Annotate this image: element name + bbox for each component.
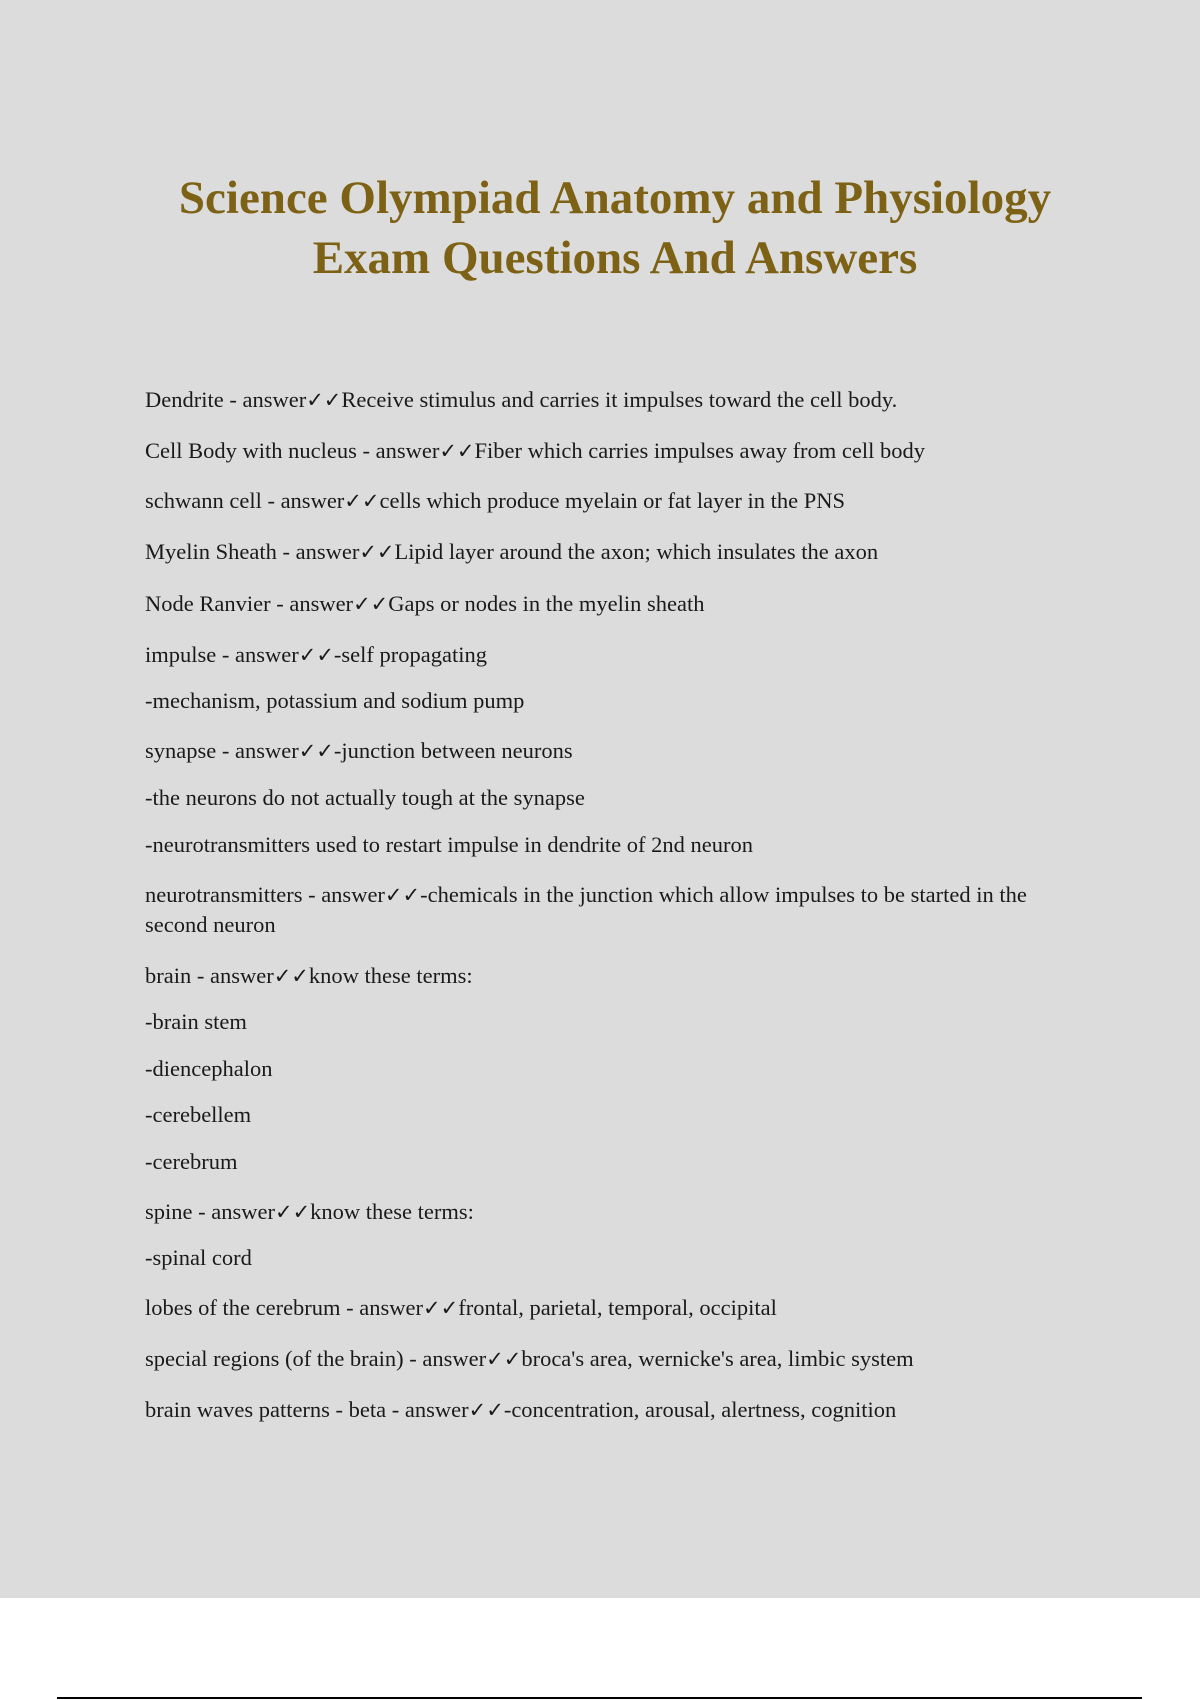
qa-text: -spinal cord [145,1245,252,1270]
check-icon: ✓✓ [353,592,389,616]
qa-term: special regions (of the brain) - answer [145,1346,487,1371]
qa-item-myelin-sheath [145,537,1075,567]
qa-item-schwann-cell [145,486,1075,516]
qa-answer: -concentration, arousal, alertness, cognition [503,1397,897,1422]
check-icon: ✓✓ [298,739,334,763]
qa-term: schwann cell - answer [145,488,345,513]
qa-term: neurotransmitters - answer [145,882,385,907]
check-icon: ✓✓ [274,1200,311,1224]
qa-item-continuation [145,1243,1075,1273]
qa-term: spine - answer [145,1199,275,1224]
qa-item-continuation [145,1007,1075,1037]
qa-term: synapse - answer [145,738,299,763]
check-icon: ✓✓ [468,1398,504,1422]
qa-item-neurotransmitters [145,880,1075,940]
qa-answer: Receive stimulus and carries it impulses toward the cell body. [341,387,898,412]
qa-term: lobes of the cerebrum - answer [145,1295,424,1320]
qa-answer: -self propagating [333,642,487,667]
qa-answer: Lipid layer around the axon; which insulates the axon [394,539,879,564]
qa-answer: broca's area, wernicke's area, limbic system [521,1346,914,1371]
qa-item-cell-body [145,436,1075,466]
check-icon: ✓✓ [273,964,309,988]
qa-item-lobes [145,1293,1075,1323]
qa-term: brain waves patterns - beta - answer [145,1397,469,1422]
qa-item-node-ranvier [145,589,1075,619]
check-icon: ✓✓ [344,489,380,513]
qa-item-synapse [145,736,1075,766]
document-title [100,168,1130,288]
check-icon: ✓✓ [486,1347,522,1371]
qa-text: -the neurons do not actually tough at the synapse [145,785,585,810]
qa-text: -diencephalon [145,1056,273,1081]
qa-answer: Gaps or nodes in the myelin sheath [388,591,705,616]
qa-item-spine [145,1197,1075,1227]
qa-answer: -junction between neurons [333,738,573,763]
qa-item-brain-waves [145,1395,1075,1425]
qa-item-continuation [145,686,1075,716]
qa-term: brain - answer [145,963,274,988]
qa-item-dendrite [145,385,1075,415]
qa-answer: know these terms: [310,1199,474,1224]
qa-item-continuation [145,1054,1075,1084]
qa-item-continuation [145,830,1075,860]
qa-answer: know these terms: [308,963,473,988]
check-icon: ✓✓ [439,439,475,463]
qa-text: -mechanism, potassium and sodium pump [145,688,525,713]
qa-answer: cells which produce myelain or fat layer in the PNS [379,488,845,513]
qa-item-continuation [145,1147,1075,1177]
qa-term: Dendrite - answer [145,387,307,412]
qa-item-continuation [145,783,1075,813]
qa-term: impulse - answer [145,642,299,667]
title-line-1: Science Olympiad Anatomy and Physiology [178,172,1052,224]
qa-text: -cerebellem [145,1102,252,1127]
qa-term: Node Ranvier - answer [145,591,354,616]
qa-text: -neurotransmitters used to restart impulse in dendrite of 2nd neuron [145,832,753,857]
qa-item-impulse [145,640,1075,670]
qa-answer: frontal, parietal, temporal, occipital [458,1295,777,1320]
check-icon: ✓✓ [384,883,421,907]
title-line-2: Exam Questions And Answers [312,232,918,284]
qa-answer: Fiber which carries impulses away from cell body [474,438,926,463]
qa-text: -brain stem [145,1009,247,1034]
check-icon: ✓✓ [306,388,342,412]
qa-term: Cell Body with nucleus - answer [145,438,440,463]
qa-term: Myelin Sheath - answer [145,539,360,564]
qa-text: -cerebrum [145,1149,238,1174]
qa-answer: -chemicals in the junction which allow impulses to be started in the second neuron [145,882,1027,937]
qa-item-brain [145,961,1075,991]
page-divider [57,1697,1142,1699]
check-icon: ✓✓ [359,540,395,564]
qa-item-special-regions [145,1344,1075,1374]
check-icon: ✓✓ [423,1296,459,1320]
check-icon: ✓✓ [298,643,334,667]
qa-item-continuation [145,1100,1075,1130]
